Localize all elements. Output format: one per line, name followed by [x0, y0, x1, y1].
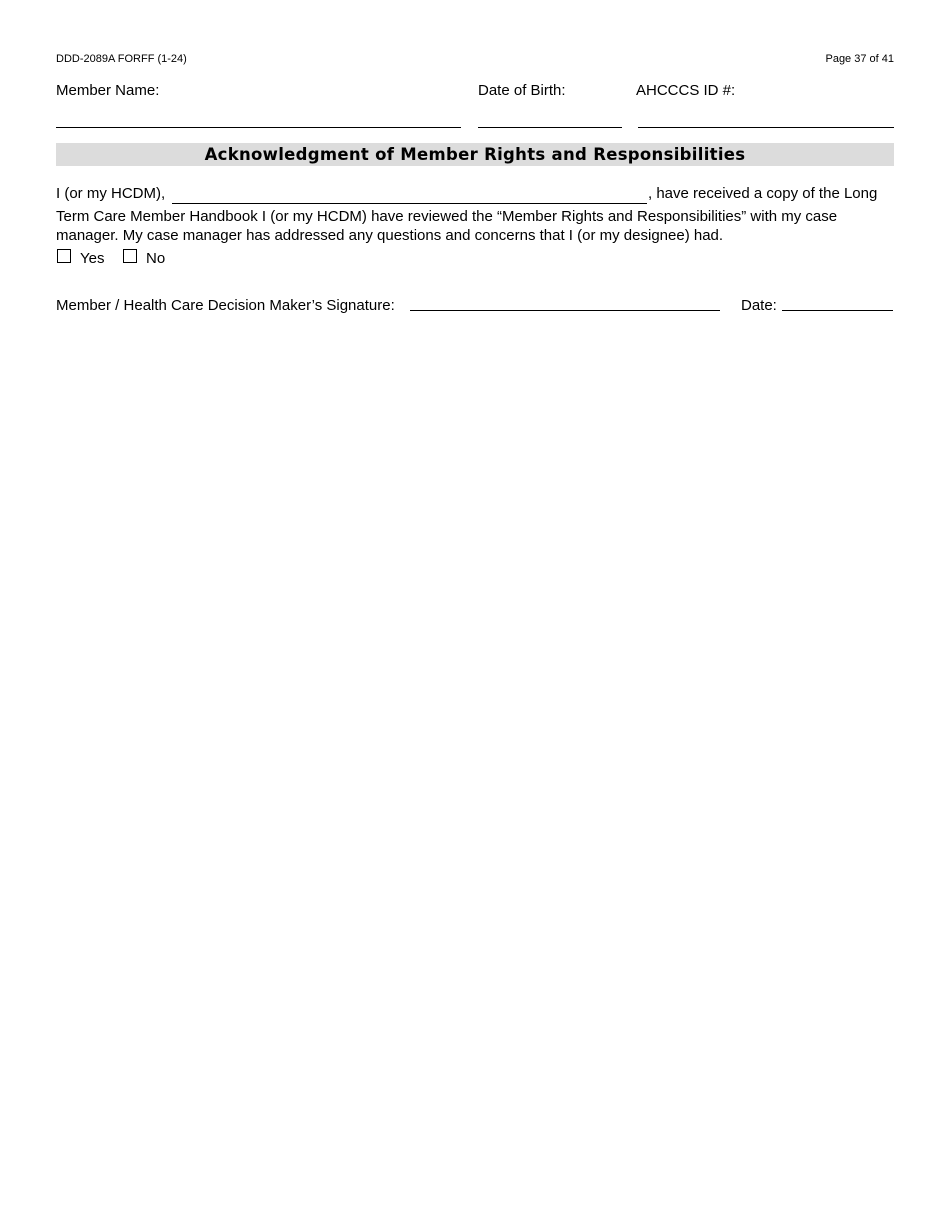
section-title: Acknowledgment of Member Rights and Responsibilities [56, 143, 894, 166]
dob-label: Date of Birth: [478, 82, 566, 99]
date-field[interactable] [782, 310, 893, 311]
member-name-field[interactable] [56, 127, 461, 128]
no-checkbox[interactable] [123, 249, 137, 263]
page-number: Page 37 of 41 [825, 53, 894, 65]
yes-checkbox[interactable] [57, 249, 71, 263]
date-label: Date: [741, 297, 777, 314]
hcdm-name-field[interactable] [172, 203, 647, 204]
statement-suffix: , have received a copy of the Long [648, 185, 878, 202]
dob-field[interactable] [478, 127, 622, 128]
form-code: DDD-2089A FORFF (1-24) [56, 53, 187, 65]
no-label: No [146, 250, 166, 267]
member-name-label: Member Name: [56, 82, 160, 99]
signature-field[interactable] [410, 310, 720, 311]
statement-line-2: Term Care Member Handbook I (or my HCDM) have reviewed the “Member Rights and Responsibilities” with my case [56, 208, 838, 225]
ahcccs-id-label: AHCCCS ID #: [636, 82, 736, 99]
yes-label: Yes [80, 250, 105, 267]
signature-label: Member / Health Care Decision Maker’s Signature: [56, 297, 395, 314]
statement-line-3: manager. My case manager has addressed any questions and concerns that I (or my designee) had. [56, 227, 724, 244]
statement-prefix: I (or my HCDM), [56, 185, 166, 202]
ahcccs-id-field[interactable] [638, 127, 894, 128]
